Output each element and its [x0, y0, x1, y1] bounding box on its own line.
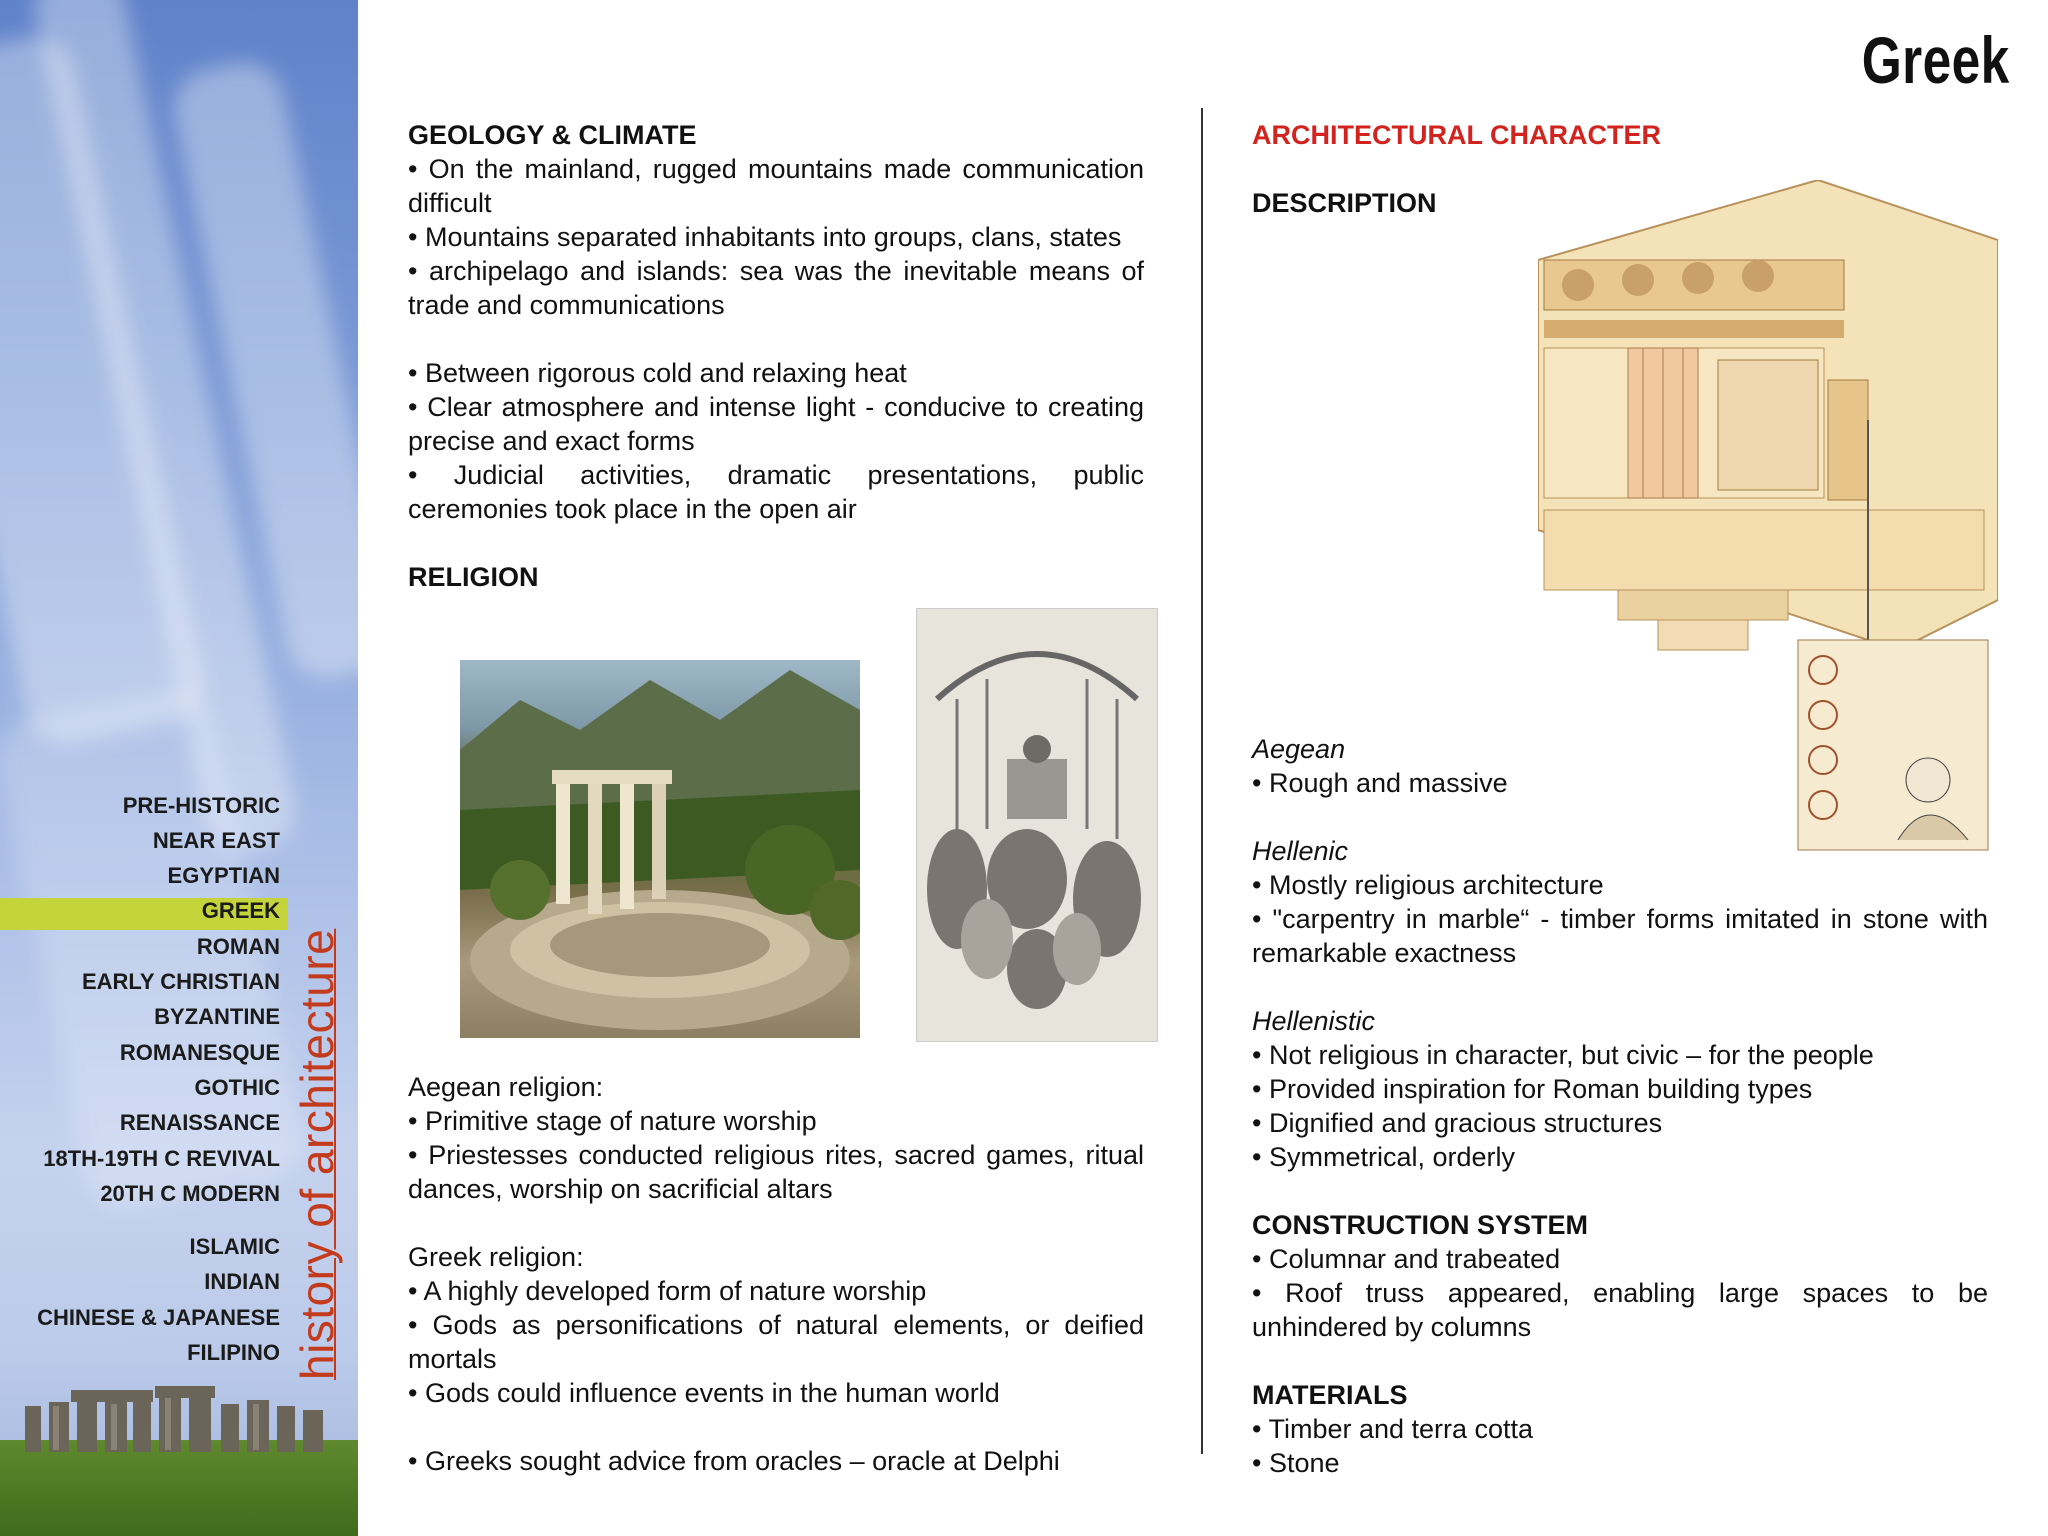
stonehenge-image [25, 1384, 330, 1456]
hellenistic-bullet: • Symmetrical, orderly [1252, 1142, 1515, 1172]
description-heading: DESCRIPTION [1252, 188, 1437, 218]
series-title-vertical: history of architecture [291, 928, 343, 1380]
hellenistic-bullet: • Dignified and gracious structures [1252, 1108, 1663, 1138]
nav-item-pre-historic[interactable]: PRE-HISTORIC [122, 793, 280, 818]
aegean-label: Aegean [1252, 734, 1346, 764]
construction-bullet: • Columnar and trabeated [1252, 1244, 1561, 1274]
aegean-religion-label: Aegean religion: [408, 1072, 604, 1102]
materials-bullet: • Timber and terra cotta [1252, 1414, 1534, 1444]
nav-item-gothic[interactable]: GOTHIC [194, 1075, 280, 1100]
greek-religion-label: Greek religion: [408, 1242, 584, 1272]
nav-item-roman[interactable]: ROMAN [196, 934, 280, 959]
nav-item-romanesque[interactable]: ROMANESQUE [119, 1040, 280, 1065]
greek-religion-bullet: • Gods as personifications of natural elements, or deified mortals [408, 1310, 1144, 1374]
greek-religion-bullet: • Greeks sought advice from oracles – oracle at Delphi [408, 1446, 1060, 1476]
climate-bullet: • Between rigorous cold and relaxing heat [408, 358, 907, 388]
climate-bullet: • Clear atmosphere and intense light - conducive to creating precise and exact forms [408, 392, 1144, 456]
column-divider [1201, 108, 1203, 1454]
nav-item-filipino[interactable]: FILIPINO [187, 1340, 280, 1365]
sidebar [0, 0, 358, 1536]
construction-heading: CONSTRUCTION SYSTEM [1252, 1210, 1589, 1240]
hellenistic-bullet: • Not religious in character, but civic – for the people [1252, 1040, 1874, 1070]
greek-religion-bullet: • Gods could influence events in the human world [408, 1378, 1000, 1408]
aegean-religion-bullet: • Priestesses conducted religious rites, sacred games, ritual dances, worship on sacrificial altars [408, 1140, 1144, 1204]
description-column [1252, 732, 1988, 1480]
architectural-character-heading: ARCHITECTURAL CHARACTER [1252, 120, 1661, 150]
nav-item-byzantine[interactable]: BYZANTINE [154, 1004, 280, 1029]
aegean-religion-bullet: • Primitive stage of nature worship [408, 1106, 817, 1136]
geology-bullet: • On the mainland, rugged mountains made communication difficult [408, 154, 1144, 218]
materials-bullet: • Stone [1252, 1448, 1340, 1478]
era-nav [0, 0, 280, 1536]
nav-item-egyptian[interactable]: EGYPTIAN [167, 863, 280, 888]
hellenic-label: Hellenic [1252, 836, 1349, 866]
geology-bullet: • archipelago and islands: sea was the inevitable means of trade and communications [408, 256, 1144, 320]
hellenic-bullet: • "carpentry in marble“ - timber forms imitated in stone with remarkable exactness [1252, 904, 1988, 968]
left-column [408, 118, 1144, 594]
nav-item-revival[interactable]: 18TH-19TH C REVIVAL [43, 1146, 280, 1171]
nav-item-near-east[interactable]: NEAR EAST [152, 828, 280, 853]
aegean-bullet: • Rough and massive [1252, 768, 1508, 798]
materials-heading: MATERIALS [1252, 1380, 1408, 1410]
nav-item-early-christian[interactable]: EARLY CHRISTIAN [81, 969, 280, 994]
nav-item-modern[interactable]: 20TH C MODERN [100, 1181, 280, 1206]
gods-engraving [916, 608, 1158, 1042]
nav-item-renaissance[interactable]: RENAISSANCE [119, 1110, 280, 1135]
nav-item-indian[interactable]: INDIAN [204, 1269, 280, 1294]
geology-heading: GEOLOGY & CLIMATE [408, 120, 697, 150]
climate-bullet: • Judicial activities, dramatic presentations, public ceremonies took place in the open air [408, 460, 1144, 524]
delphi-tholos-photo [460, 660, 860, 1038]
nav-item-chinese-japanese[interactable]: CHINESE & JAPANESE [37, 1305, 280, 1330]
page-title: Greek [1862, 23, 2010, 97]
religion-heading: RELIGION [408, 562, 539, 592]
hellenistic-bullet: • Provided inspiration for Roman building types [1252, 1074, 1813, 1104]
nav-item-greek[interactable]: GREEK [201, 898, 280, 923]
religion-column [408, 1070, 1144, 1478]
geology-bullet: • Mountains separated inhabitants into groups, clans, states [408, 222, 1122, 252]
greek-religion-bullet: • A highly developed form of nature worship [408, 1276, 927, 1306]
construction-bullet: • Roof truss appeared, enabling large spaces to be unhindered by columns [1252, 1278, 1988, 1342]
nav-item-islamic[interactable]: ISLAMIC [189, 1234, 280, 1259]
hellenistic-label: Hellenistic [1252, 1006, 1376, 1036]
hellenic-bullet: • Mostly religious architecture [1252, 870, 1604, 900]
